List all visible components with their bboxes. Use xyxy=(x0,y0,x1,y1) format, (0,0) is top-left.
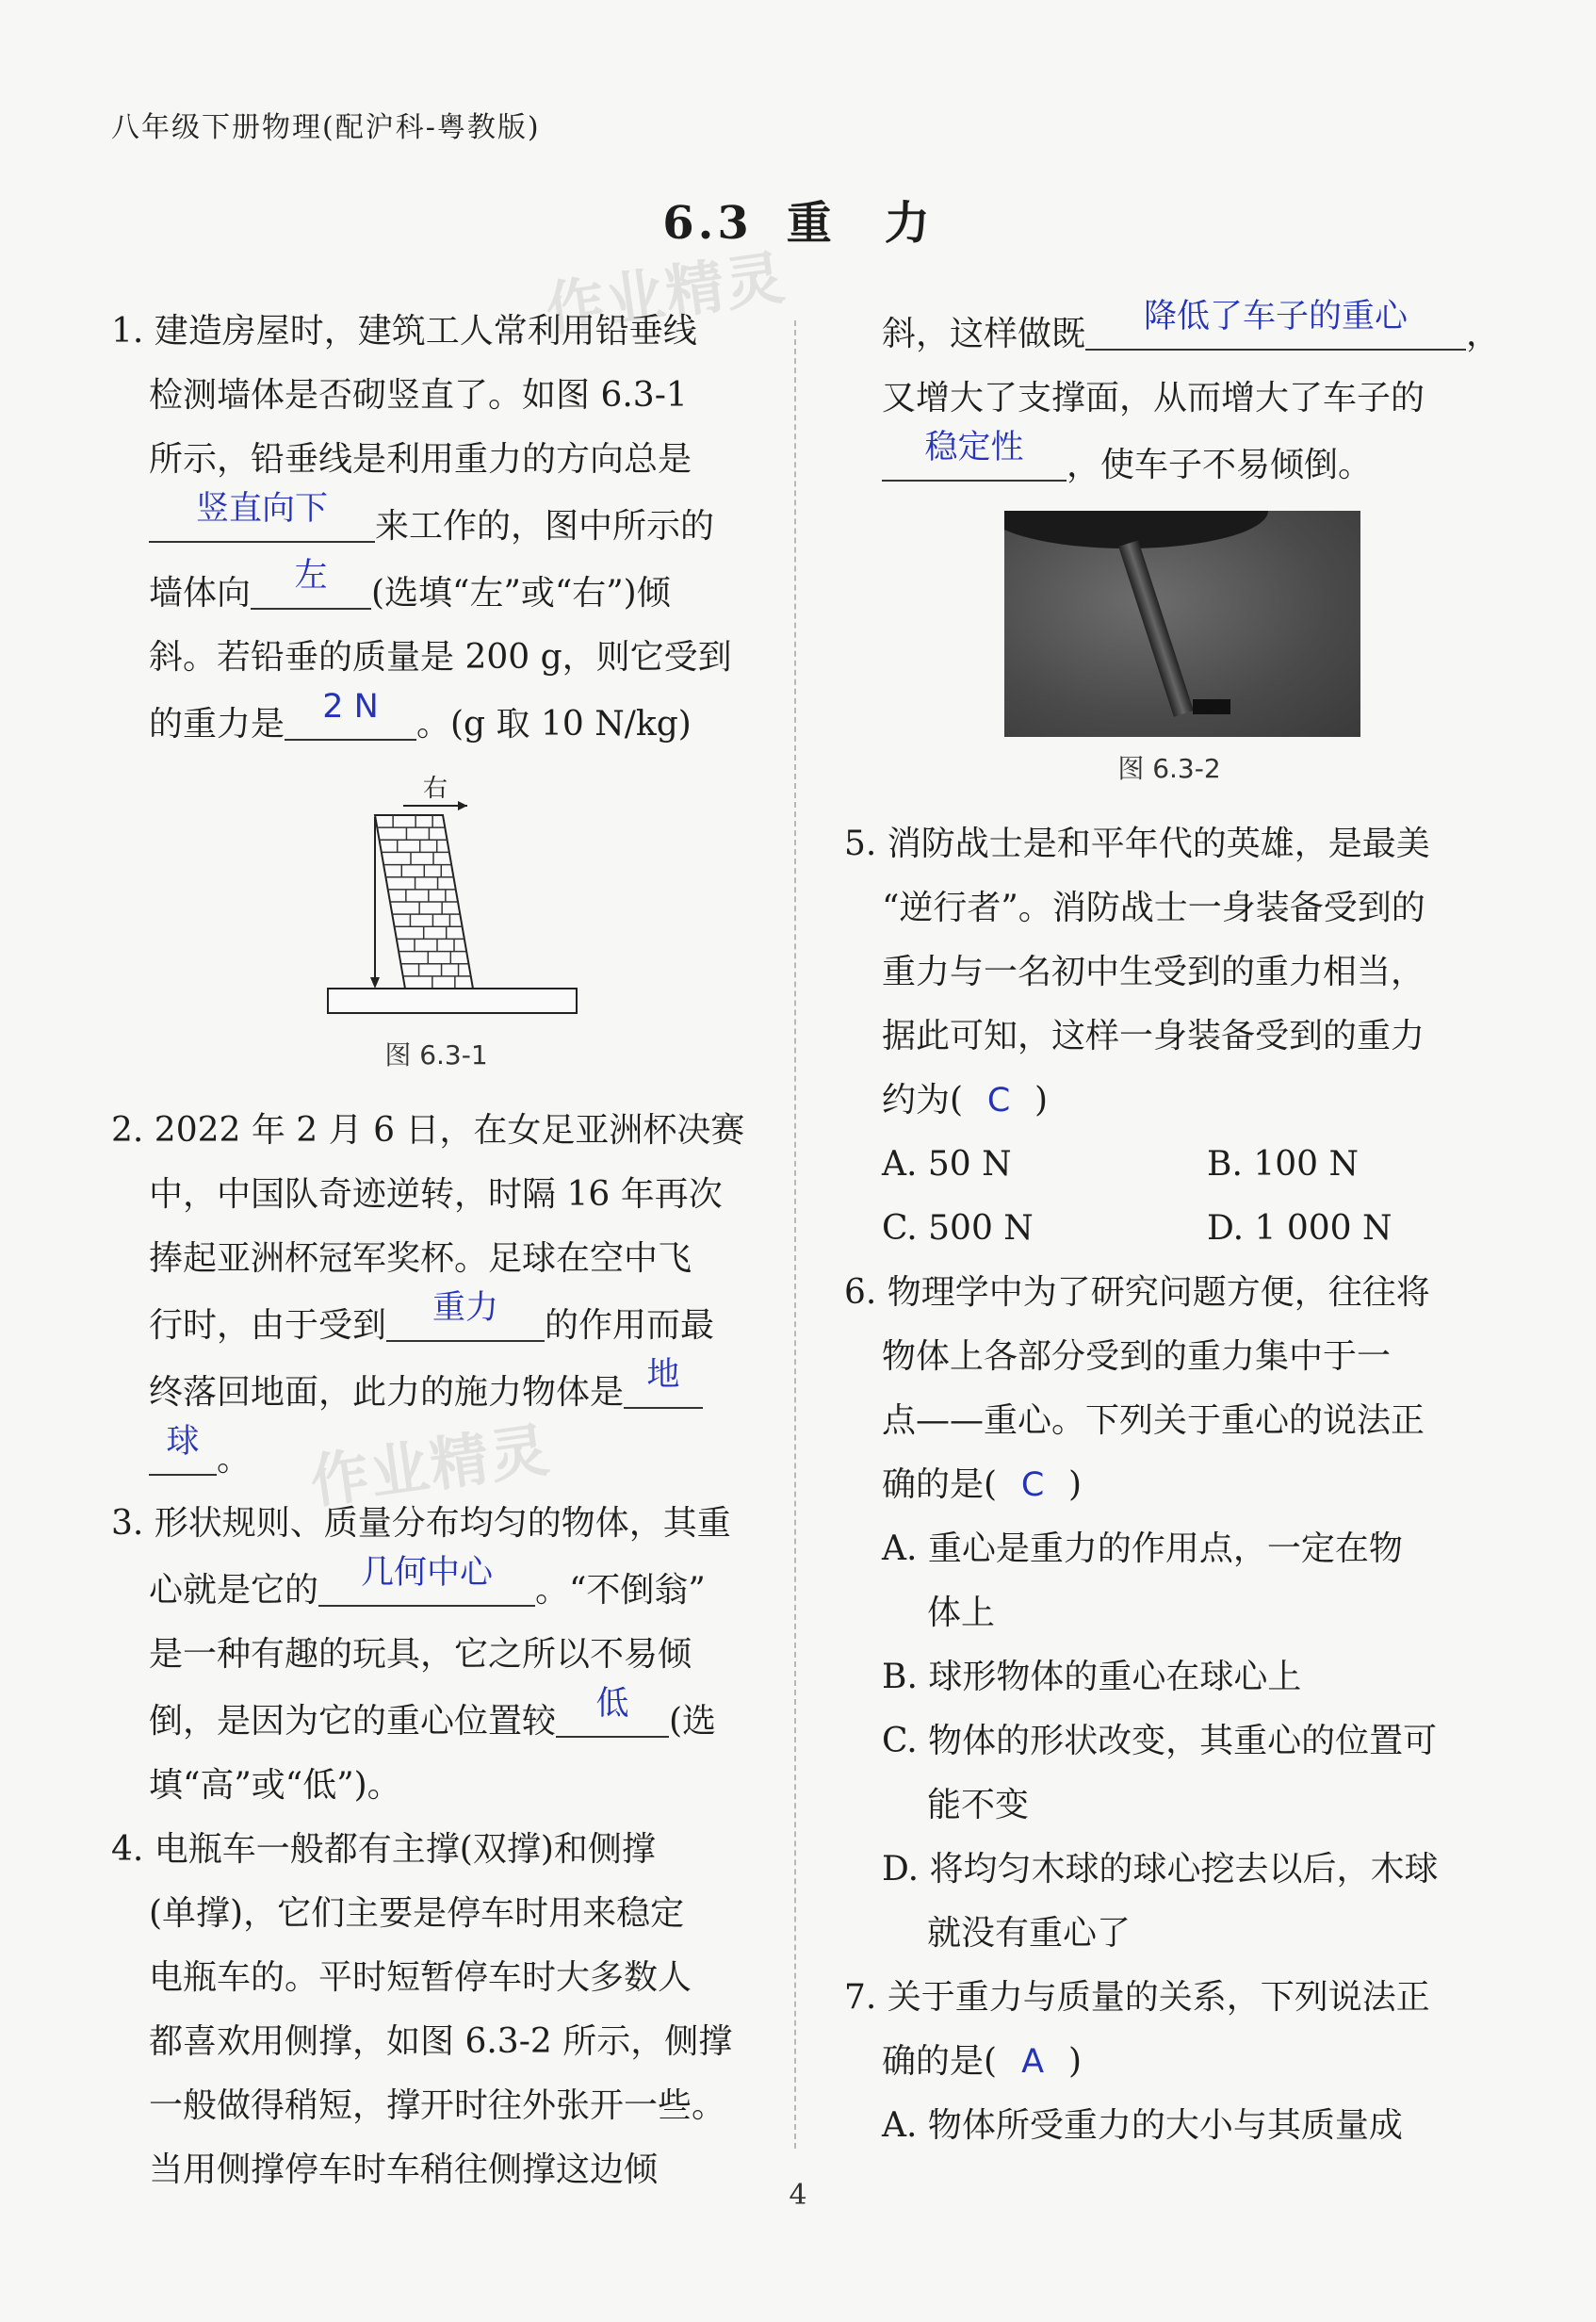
text-line xyxy=(111,1687,761,1754)
option-a: A. 50 N xyxy=(882,1145,1012,1184)
text-line: 1. 建造房屋时，建筑工人常利用铅垂线 xyxy=(111,312,697,351)
text-line xyxy=(844,2030,1494,2094)
figure-caption: 图 6.3-1 xyxy=(384,1039,488,1071)
leaning-wall-figure xyxy=(111,770,761,1015)
section-name: 重 力 xyxy=(786,197,934,250)
text: 倒，是因为它的重心位置较 xyxy=(149,1702,557,1741)
kickstand-photo xyxy=(1004,511,1360,737)
text: 的重力是 xyxy=(149,705,285,744)
kickstand-foot xyxy=(1193,699,1230,714)
handwritten-answer: 地 xyxy=(646,1356,680,1394)
text: 终落回地面，此力的施力物体是 xyxy=(149,1373,625,1412)
text-line: 当用侧撑停车时车稍往侧撑这边倾 xyxy=(149,2150,659,2189)
text-line: 6. 物理学中为了研究问题方便，往往将 xyxy=(844,1273,1430,1312)
text: ， xyxy=(1466,315,1501,353)
text-line: 又增大了支撑面，从而增大了车子的 xyxy=(882,379,1425,417)
handwritten-answer: 竖直向下 xyxy=(195,490,328,528)
figure-6-3-2 xyxy=(844,511,1494,788)
text: 心就是它的 xyxy=(149,1571,319,1610)
watermark: 作业精灵 xyxy=(305,1414,555,1517)
handwritten-answer: 2 N xyxy=(322,688,379,726)
handwritten-answer: 低 xyxy=(595,1685,629,1723)
text-line xyxy=(111,690,761,757)
text-line xyxy=(844,1069,1494,1133)
text-line: 电瓶车的。平时短暂停车时大多数人 xyxy=(149,1958,692,1997)
text-line: 3. 形状规则、质量分布均匀的物体，其重 xyxy=(111,1504,731,1543)
text: ，使车子不易倾倒。 xyxy=(1067,446,1373,484)
question-3 xyxy=(111,1492,761,1818)
column-divider xyxy=(794,320,796,2149)
option-b: B. 100 N xyxy=(1207,1145,1359,1184)
text: 斜，这样做既 xyxy=(882,315,1086,353)
text: 来工作的，图中所示的 xyxy=(375,507,715,546)
text: 确的是( xyxy=(882,1465,998,1504)
text: 。“不倒翁” xyxy=(535,1571,706,1610)
option-b: B. 球形物体的重心在球心上 xyxy=(882,1658,1302,1696)
handwritten-answer: 稳定性 xyxy=(924,429,1024,466)
handwritten-answer: 降低了车子的重心 xyxy=(1144,298,1409,335)
answer-blank[interactable] xyxy=(882,431,1067,482)
option-d: D. 1 000 N xyxy=(1207,1209,1392,1248)
question-2 xyxy=(111,1099,761,1492)
option-d: D. 将均匀木球的球心挖去以后，木球 xyxy=(882,1850,1439,1889)
answer-blank[interactable] xyxy=(149,1425,217,1476)
question-5 xyxy=(844,812,1494,1261)
text-line: 一般做得稍短，撑开时往外张开一些。 xyxy=(149,2086,726,2125)
left-column xyxy=(111,300,761,2202)
text-line: 检测墙体是否砌竖直了。如图 6.3-1 xyxy=(149,376,688,415)
handwritten-answer: 重力 xyxy=(432,1289,499,1327)
text-line: 5. 消防战士是和平年代的英雄，是最美 xyxy=(844,825,1430,863)
text: (选 xyxy=(669,1702,717,1741)
text-line: 重力与一名初中生受到的重力相当， xyxy=(882,953,1425,991)
option-d-cont: 就没有重心了 xyxy=(927,1914,1132,1953)
text-line: (单撑)，它们主要是停车时用来稳定 xyxy=(149,1894,685,1933)
option-c: C. 物体的形状改变，其重心的位置可 xyxy=(882,1722,1438,1760)
handwritten-choice[interactable]: C xyxy=(1020,1466,1045,1504)
handwritten-choice[interactable]: A xyxy=(1021,2043,1045,2081)
text: 确的是( xyxy=(882,2042,998,2081)
option-c-cont: 能不变 xyxy=(927,1786,1030,1824)
handwritten-answer: 左 xyxy=(294,557,328,595)
answer-blank[interactable] xyxy=(285,690,416,741)
text-line: 都喜欢用侧撑，如图 6.3-2 所示，侧撑 xyxy=(149,2022,733,2061)
figure-6-3-1 xyxy=(111,770,761,1074)
figure-caption: 图 6.3-2 xyxy=(1117,753,1221,784)
text-line: 据此可知，这样一身装备受到的重力 xyxy=(882,1017,1425,1055)
option-c: C. 500 N xyxy=(882,1209,1034,1248)
text-line: 7. 关于重力与质量的关系，下列说法正 xyxy=(844,1978,1430,2017)
answer-blank[interactable] xyxy=(624,1358,703,1409)
page-number: 4 xyxy=(789,2179,807,2212)
text-line: 是一种有趣的玩具，它之所以不易倾 xyxy=(149,1635,692,1674)
answer-blank[interactable] xyxy=(149,492,375,543)
text-line: 物体上各部分受到的重力集中于一 xyxy=(882,1337,1392,1376)
text-line: 斜。若铅垂的质量是 200 g，则它受到 xyxy=(149,638,732,677)
text-line: 捧起亚洲杯冠军奖杯。足球在空中飞 xyxy=(149,1239,692,1278)
text-line: “逆行者”。消防战士一身装备受到的 xyxy=(882,889,1425,927)
option-a: A. 物体所受重力的大小与其质量成 xyxy=(882,2106,1403,2145)
answer-blank[interactable] xyxy=(318,1556,535,1607)
text: ) xyxy=(1034,1081,1049,1120)
question-6 xyxy=(844,1261,1494,1966)
handwritten-answer: 几何中心 xyxy=(361,1554,494,1592)
text: (选填“左”或“右”)倾 xyxy=(371,574,671,613)
question-1 xyxy=(111,300,761,757)
answer-blank[interactable] xyxy=(251,559,371,610)
answer-blank[interactable] xyxy=(1085,300,1466,351)
question-4 xyxy=(111,1818,761,2202)
text-line xyxy=(844,431,1494,498)
text-line: 4. 电瓶车一般都有主撑(双撑)和侧撑 xyxy=(111,1830,656,1869)
text: 约为( xyxy=(882,1081,964,1120)
text-line: 所示，铅垂线是利用重力的方向总是 xyxy=(149,440,692,479)
answer-blank[interactable] xyxy=(556,1687,669,1738)
text: ) xyxy=(1068,1465,1083,1504)
arrow-label: 右 xyxy=(422,775,448,803)
watermark: 作业精灵 xyxy=(541,242,790,345)
text: 行时，由于受到 xyxy=(149,1306,387,1345)
right-column xyxy=(844,298,1501,2158)
text: 的作用而最 xyxy=(545,1306,715,1345)
text-line xyxy=(111,492,761,559)
kickstand-shape xyxy=(1118,540,1194,716)
text: 。 xyxy=(217,1440,252,1479)
text-line xyxy=(111,1425,761,1492)
section-number: 6.3 xyxy=(662,197,753,250)
option-a: A. 重心是重力的作用点，一定在物 xyxy=(882,1529,1403,1568)
ground-base xyxy=(328,989,577,1013)
option-a-cont: 体上 xyxy=(927,1594,996,1632)
book-header: 八年级下册物理(配沪科-粤教版) xyxy=(111,111,541,144)
text-line: 2. 2022 年 2 月 6 日，在女足亚洲杯决赛 xyxy=(111,1111,745,1150)
text-line xyxy=(111,559,761,626)
text-line: 点——重心。下列关于重心的说法正 xyxy=(882,1401,1425,1440)
text-line: 中，中国队奇迹逆转，时隔 16 年再次 xyxy=(149,1175,723,1214)
options-grid xyxy=(844,1133,1494,1261)
section-title xyxy=(0,187,1596,252)
text: 墙体向 xyxy=(149,574,252,613)
answer-blank[interactable] xyxy=(386,1291,545,1342)
question-7 xyxy=(844,1966,1494,2158)
question-4-continued xyxy=(844,298,1501,498)
text-line xyxy=(844,298,1501,367)
text-line: 填“高”或“低”)。 xyxy=(149,1766,401,1805)
plumb-bob xyxy=(370,977,380,989)
text-line xyxy=(844,1453,1494,1517)
text: ) xyxy=(1068,2042,1083,2081)
arrow-head xyxy=(458,801,467,810)
handwritten-answer: 球 xyxy=(166,1423,200,1461)
brick-wall xyxy=(375,815,473,989)
text: 。(g 取 10 N/kg) xyxy=(416,705,692,744)
text-line xyxy=(111,1556,761,1623)
handwritten-choice[interactable]: C xyxy=(986,1082,1011,1120)
